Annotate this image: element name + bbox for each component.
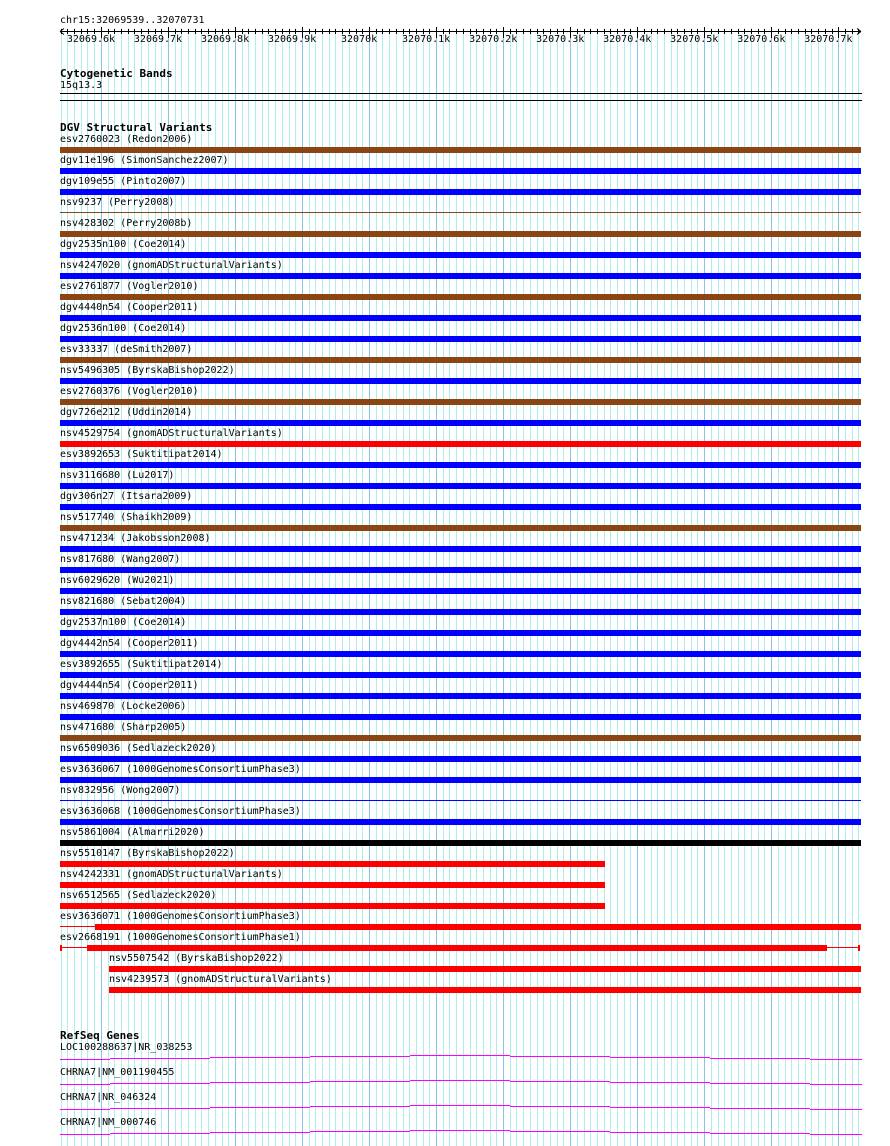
gene-label[interactable]: LOC100288637|NR_038253: [60, 1042, 193, 1053]
ruler-tick-label: 32069.7k: [133, 34, 183, 45]
variant-bar[interactable]: [60, 189, 861, 195]
variant-bar[interactable]: [60, 420, 861, 426]
variant-label[interactable]: dgv4442n54 (Cooper2011): [60, 638, 199, 649]
variant-label[interactable]: nsv5507542 (ByrskaBishop2022): [109, 953, 284, 964]
variant-bar[interactable]: [60, 693, 861, 699]
variant-label[interactable]: dgv109e55 (Pinto2007): [60, 176, 187, 187]
location-label: chr15:32069539..32070731: [60, 15, 205, 26]
ruler-tick-label: 32070.4k: [603, 34, 652, 45]
variant-bar[interactable]: [60, 714, 861, 720]
variant-bar[interactable]: [60, 651, 861, 657]
gene-line-segment[interactable]: [810, 1134, 862, 1135]
ruler-tick-label: 32070.2k: [469, 34, 518, 45]
variant-label[interactable]: nsv6512565 (Sedlazeck2020): [60, 890, 217, 901]
variant-bar[interactable]: [60, 441, 861, 447]
variant-label[interactable]: esv3636067 (1000GenomesConsortiumPhase3): [60, 764, 301, 775]
gene-line-segment[interactable]: [210, 1132, 310, 1133]
gene-line-segment[interactable]: [510, 1056, 610, 1057]
gene-line-segment[interactable]: [510, 1081, 610, 1082]
variant-label[interactable]: esv3892653 (Suktitipat2014): [60, 449, 223, 460]
gene-line-segment[interactable]: [410, 1105, 510, 1106]
variant-label[interactable]: nsv817680 (Wang2007): [60, 554, 181, 565]
variant-bar[interactable]: [60, 525, 861, 531]
variant-cap[interactable]: [858, 945, 860, 951]
variant-label[interactable]: dgv2536n100 (Coe2014): [60, 323, 187, 334]
variant-label[interactable]: nsv5861004 (Almarri2020): [60, 827, 205, 838]
variant-bar[interactable]: [60, 630, 861, 636]
gene-label[interactable]: CHRNA7|NM_000746: [60, 1117, 157, 1128]
variant-bar[interactable]: [60, 609, 861, 615]
variant-bar[interactable]: [109, 966, 861, 972]
dgv-track-title[interactable]: DGV Structural Variants: [60, 121, 213, 134]
variant-label[interactable]: esv33337 (deSmith2007): [60, 344, 193, 355]
gene-line-segment[interactable]: [60, 1109, 110, 1110]
ruler-tick-label: 32070.7k: [804, 34, 853, 45]
variant-bar[interactable]: [60, 903, 605, 909]
variant-label[interactable]: nsv821680 (Sebat2004): [60, 596, 187, 607]
variant-label[interactable]: nsv4247020 (gnomADStructuralVariants): [60, 260, 283, 271]
variant-bar[interactable]: [60, 567, 861, 573]
variant-label[interactable]: nsv428302 (Perry2008b): [60, 218, 193, 229]
variant-thin-line[interactable]: [60, 800, 861, 801]
ruler-tick-label: 32070.6k: [737, 34, 786, 45]
gene-line-segment[interactable]: [710, 1108, 810, 1109]
variant-label[interactable]: esv2668191 (1000GenomesConsortiumPhase1): [60, 932, 301, 943]
gene-line-segment[interactable]: [210, 1082, 310, 1083]
variant-bar[interactable]: [60, 357, 861, 363]
gene-line-segment[interactable]: [110, 1083, 210, 1084]
gene-line-segment[interactable]: [110, 1108, 210, 1109]
variant-label[interactable]: nsv5510147 (ByrskaBishop2022): [60, 848, 235, 859]
variant-bar[interactable]: [60, 147, 861, 153]
variant-thin-line[interactable]: [60, 212, 861, 213]
cytoband-bar[interactable]: [60, 93, 862, 94]
variant-label[interactable]: esv3636071 (1000GenomesConsortiumPhase3): [60, 911, 301, 922]
gene-line-segment[interactable]: [310, 1056, 410, 1057]
gene-line-segment[interactable]: [610, 1107, 710, 1108]
gene-line-segment[interactable]: [60, 1084, 110, 1085]
variant-label[interactable]: dgv4444n54 (Cooper2011): [60, 680, 199, 691]
gene-line-segment[interactable]: [310, 1106, 410, 1107]
variant-label[interactable]: nsv4242331 (gnomADStructuralVariants): [60, 869, 283, 880]
variant-bar[interactable]: [60, 231, 861, 237]
ruler-tick-label: 32070.5k: [670, 34, 719, 45]
variant-bar[interactable]: [60, 840, 861, 846]
variant-label[interactable]: nsv832956 (Wong2007): [60, 785, 181, 796]
variant-bar[interactable]: [60, 861, 605, 867]
variant-label[interactable]: dgv726e212 (Uddin2014): [60, 407, 193, 418]
variant-bar[interactable]: [60, 672, 861, 678]
track-divider: [60, 100, 862, 101]
ruler-tick-label: 32069.8k: [200, 34, 250, 45]
gene-line-segment[interactable]: [710, 1083, 810, 1084]
gene-line-segment[interactable]: [310, 1131, 410, 1132]
variant-bar[interactable]: [60, 777, 861, 783]
variant-label[interactable]: nsv4529754 (gnomADStructuralVariants): [60, 428, 283, 439]
variant-label[interactable]: nsv6029620 (Wu2021): [60, 575, 175, 586]
variant-label[interactable]: nsv5496305 (ByrskaBishop2022): [60, 365, 235, 376]
gene-line-segment[interactable]: [410, 1130, 510, 1131]
variant-label[interactable]: dgv4440n54 (Cooper2011): [60, 302, 199, 313]
variant-bar[interactable]: [60, 504, 861, 510]
variant-label[interactable]: dgv2537n100 (Coe2014): [60, 617, 187, 628]
variant-label[interactable]: esv2761877 (Vogler2010): [60, 281, 199, 292]
variant-label[interactable]: esv3892655 (Suktitipat2014): [60, 659, 223, 670]
gene-line-segment[interactable]: [410, 1055, 510, 1056]
variant-bar[interactable]: [60, 588, 861, 594]
variant-cap[interactable]: [60, 945, 62, 951]
variant-bar[interactable]: [60, 462, 861, 468]
variant-label[interactable]: nsv469870 (Locke2006): [60, 701, 187, 712]
gene-line-segment[interactable]: [60, 1059, 110, 1060]
gene-label[interactable]: CHRNA7|NM_001190455: [60, 1067, 175, 1078]
variant-bar[interactable]: [60, 168, 861, 174]
variant-bar[interactable]: [109, 987, 861, 993]
ruler-tick-label: 32070.3k: [536, 34, 585, 45]
ruler-tick-label: 32070.1k: [402, 34, 451, 45]
gene-line-segment[interactable]: [610, 1057, 710, 1058]
variant-bar[interactable]: [60, 273, 861, 279]
variant-bar[interactable]: [60, 819, 861, 825]
variant-label[interactable]: esv3636068 (1000GenomesConsortiumPhase3): [60, 806, 301, 817]
variant-bar[interactable]: [60, 315, 861, 321]
gene-label[interactable]: CHRNA7|NR_046324: [60, 1092, 157, 1103]
gene-line-segment[interactable]: [210, 1057, 310, 1058]
variant-label[interactable]: nsv471680 (Sharp2005): [60, 722, 187, 733]
variant-bar[interactable]: [60, 252, 861, 258]
gene-line-segment[interactable]: [810, 1059, 862, 1060]
variant-bar[interactable]: [87, 945, 827, 951]
gene-line-segment[interactable]: [610, 1132, 710, 1133]
variant-label[interactable]: nsv6509036 (Sedlazeck2020): [60, 743, 217, 754]
variant-label[interactable]: dgv306n27 (Itsara2009): [60, 491, 193, 502]
gene-line-segment[interactable]: [310, 1081, 410, 1082]
variant-label[interactable]: nsv3116680 (Lu2017): [60, 470, 175, 481]
variant-bar[interactable]: [60, 378, 861, 384]
gene-line-segment[interactable]: [210, 1107, 310, 1108]
gene-line-segment[interactable]: [710, 1058, 810, 1059]
variant-bar[interactable]: [60, 882, 605, 888]
gene-line-segment[interactable]: [60, 1134, 110, 1135]
gene-line-segment[interactable]: [410, 1080, 510, 1081]
gene-line-segment[interactable]: [510, 1106, 610, 1107]
cytoband-label: 15q13.3: [60, 80, 103, 91]
gene-line-segment[interactable]: [810, 1084, 862, 1085]
ruler-tick-label: 32069.6k: [66, 34, 116, 45]
variant-bar[interactable]: [60, 399, 861, 405]
ruler-tick-label: 32070k: [341, 34, 378, 45]
variant-bar[interactable]: [60, 294, 861, 300]
variant-label[interactable]: nsv471234 (Jakobsson2008): [60, 533, 211, 544]
refseq-track-title[interactable]: RefSeq Genes: [60, 1029, 140, 1042]
variant-bar[interactable]: [60, 735, 861, 741]
variant-bar[interactable]: [60, 756, 861, 762]
gene-line-segment[interactable]: [110, 1058, 210, 1059]
variant-label[interactable]: nsv9237 (Perry2008): [60, 197, 175, 208]
gene-line-segment[interactable]: [510, 1131, 610, 1132]
variant-label[interactable]: esv2760023 (Redon2006): [60, 134, 193, 145]
gene-line-segment[interactable]: [810, 1109, 862, 1110]
gene-line-segment[interactable]: [110, 1133, 210, 1134]
variant-bar[interactable]: [60, 483, 861, 489]
variant-label[interactable]: nsv517740 (Shaikh2009): [60, 512, 193, 523]
variant-label[interactable]: dgv2535n100 (Coe2014): [60, 239, 187, 250]
cytobands-track-title[interactable]: Cytogenetic Bands: [60, 67, 173, 80]
variant-bar[interactable]: [95, 924, 861, 930]
gene-line-segment[interactable]: [710, 1133, 810, 1134]
variant-label[interactable]: esv2760376 (Vogler2010): [60, 386, 199, 397]
gene-line-segment[interactable]: [610, 1082, 710, 1083]
variant-label[interactable]: dgv11e196 (SimonSanchez2007): [60, 155, 229, 166]
ruler-tick-label: 32069.9k: [267, 34, 317, 45]
variant-bar[interactable]: [60, 546, 861, 552]
variant-bar[interactable]: [60, 336, 861, 342]
variant-label[interactable]: nsv4239573 (gnomADStructuralVariants): [109, 974, 332, 985]
